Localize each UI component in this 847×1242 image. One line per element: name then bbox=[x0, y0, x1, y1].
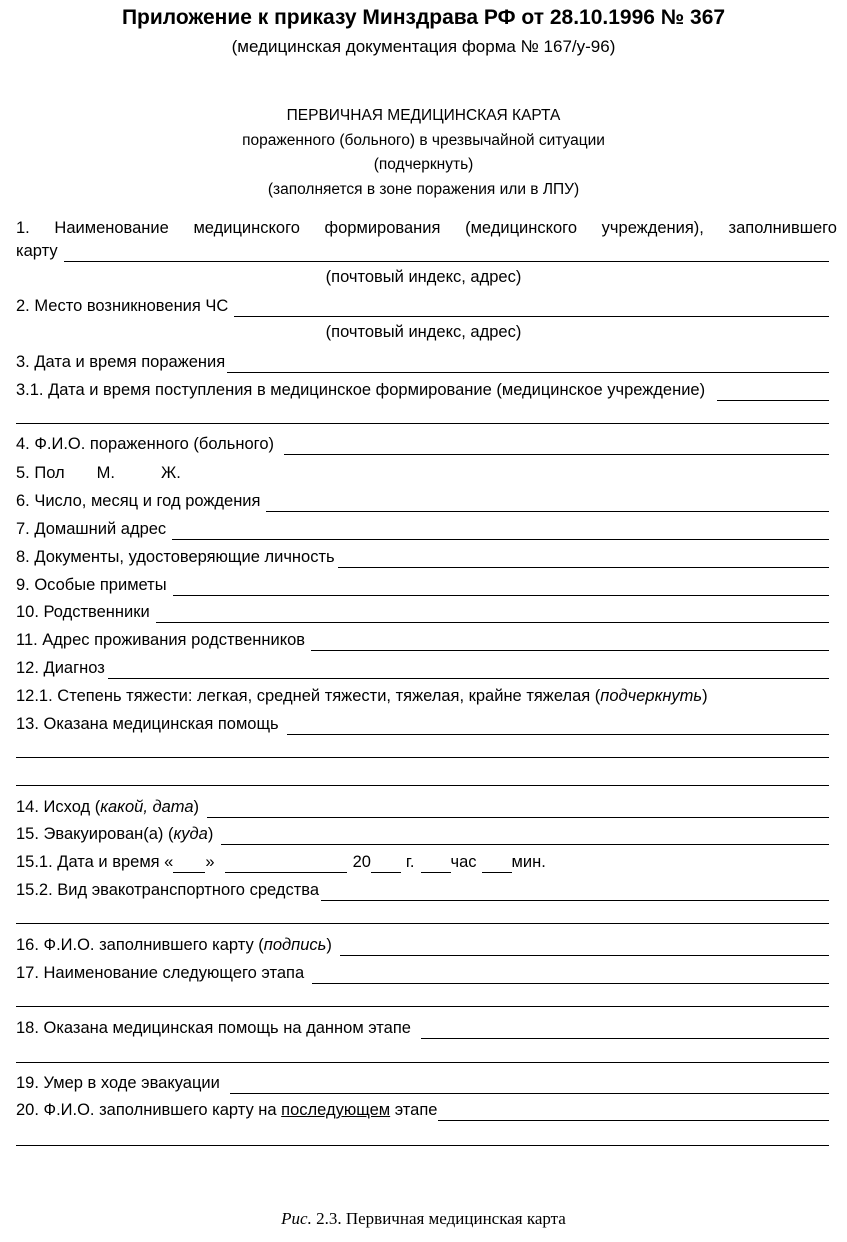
field-19-label: 19. Умер в ходе эвакуации bbox=[16, 1074, 220, 1092]
header-subtitle: (медицинская документация форма № 167/у-96) bbox=[231, 37, 616, 56]
field-20-label-end: этапе bbox=[394, 1101, 438, 1119]
field-12-input-line[interactable] bbox=[108, 660, 829, 679]
field-1-hint: (почтовый индекс, адрес) bbox=[325, 268, 522, 286]
field-6-input-line[interactable] bbox=[266, 493, 829, 512]
field-9-label: 9. Особые приметы bbox=[16, 576, 167, 594]
field-15-label-text: 15. Эвакуирован(а) ( bbox=[16, 825, 174, 843]
severity-label: 12.1. Степень тяжести: легкая, средней тяжести, тяжелая, крайне тяжелая ( bbox=[16, 687, 601, 705]
year-prefix: 20 bbox=[352, 853, 371, 871]
form-title-line2: пораженного (больного) в чрезвычайной ситуации bbox=[242, 132, 605, 149]
field-17-input-line[interactable] bbox=[312, 965, 829, 984]
severity-options bbox=[16, 686, 708, 707]
field-15 bbox=[16, 821, 829, 845]
field-1 bbox=[16, 238, 829, 262]
field-1-label-cont: карту bbox=[16, 242, 58, 260]
month-input-line[interactable] bbox=[225, 854, 347, 873]
field-11-label: 11. Адрес проживания родственников bbox=[16, 631, 306, 649]
field-10 bbox=[16, 599, 829, 623]
field-15-2-input-line[interactable] bbox=[321, 882, 829, 901]
hour-input-line[interactable] bbox=[421, 854, 451, 873]
field-17 bbox=[16, 960, 829, 984]
field-15-close: ) bbox=[207, 825, 214, 843]
field-3 bbox=[16, 349, 829, 373]
field-14-label-text: 14. Исход ( bbox=[16, 798, 101, 816]
field-7-input-line[interactable] bbox=[172, 521, 829, 540]
field-4-label: 4. Ф.И.О. пораженного (больного) bbox=[16, 435, 275, 453]
field-20-label bbox=[16, 1100, 437, 1121]
field-3-input-line[interactable] bbox=[227, 354, 829, 373]
field-17-extra-line[interactable] bbox=[16, 1006, 829, 1007]
field-13-input-line[interactable] bbox=[287, 716, 829, 735]
field-9-input-line[interactable] bbox=[173, 577, 829, 596]
field-20-underlined-word: последующем bbox=[281, 1101, 391, 1119]
field-11 bbox=[16, 627, 829, 651]
field-15-2 bbox=[16, 877, 829, 901]
sex-male-option[interactable]: М. bbox=[96, 464, 115, 482]
year-input-line[interactable] bbox=[371, 854, 401, 873]
field-19 bbox=[16, 1070, 829, 1094]
field-16-label bbox=[16, 935, 332, 956]
severity-close: ) bbox=[702, 687, 708, 705]
field-1-input-line[interactable] bbox=[64, 243, 829, 262]
field-3-1 bbox=[16, 377, 829, 401]
field-3-1-extra-line[interactable] bbox=[16, 423, 829, 424]
field-8 bbox=[16, 544, 829, 568]
field-5 bbox=[16, 460, 829, 484]
form-title: ПЕРВИЧНАЯ МЕДИЦИНСКАЯ КАРТА bbox=[286, 107, 561, 124]
field-16 bbox=[16, 932, 829, 956]
field-17-label: 17. Наименование следующего этапа bbox=[16, 964, 305, 982]
minute-input-line[interactable] bbox=[482, 854, 512, 873]
field-15-note: куда bbox=[173, 825, 208, 843]
day-close-quote: » bbox=[205, 853, 215, 871]
field-10-label: 10. Родственники bbox=[16, 603, 150, 621]
field-18-label: 18. Оказана медицинская помощь на данном этапе bbox=[16, 1019, 411, 1037]
field-5-label: 5. Пол bbox=[16, 464, 65, 482]
field-2-input-line[interactable] bbox=[234, 298, 829, 317]
field-4-input-line[interactable] bbox=[284, 436, 829, 455]
field-14 bbox=[16, 794, 829, 818]
field-13-label: 13. Оказана медицинская помощь bbox=[16, 715, 279, 733]
field-15-input-line[interactable] bbox=[221, 826, 829, 845]
field-15-1 bbox=[16, 849, 829, 873]
field-8-label: 8. Документы, удостоверяющие личность bbox=[16, 548, 335, 566]
field-12 bbox=[16, 655, 829, 679]
field-19-input-line[interactable] bbox=[230, 1075, 829, 1094]
field-10-input-line[interactable] bbox=[156, 604, 829, 623]
field-2-label: 2. Место возникновения ЧС bbox=[16, 297, 229, 315]
form-title-line4: (заполняется в зоне поражения или в ЛПУ) bbox=[267, 181, 580, 198]
field-7-label: 7. Домашний адрес bbox=[16, 520, 167, 538]
field-7 bbox=[16, 516, 829, 540]
field-18-extra-line[interactable] bbox=[16, 1062, 829, 1063]
field-15-label bbox=[16, 824, 213, 845]
field-4 bbox=[16, 431, 829, 455]
field-18-input-line[interactable] bbox=[421, 1020, 829, 1039]
day-input-line[interactable] bbox=[173, 854, 205, 873]
field-16-input-line[interactable] bbox=[340, 937, 829, 956]
field-16-note: подпись bbox=[263, 936, 327, 954]
field-3-label: 3. Дата и время поражения bbox=[16, 353, 226, 371]
field-16-label-text: 16. Ф.И.О. заполнившего карту ( bbox=[16, 936, 264, 954]
caption-text: 2.3. Первичная медицинская карта bbox=[316, 1209, 566, 1228]
field-20-input-line[interactable] bbox=[438, 1102, 829, 1121]
field-3-1-label: 3.1. Дата и время поступления в медицинское формирование (медицинское учреждение) bbox=[16, 381, 706, 399]
field-20-label-text: 20. Ф.И.О. заполнившего карту на bbox=[16, 1101, 277, 1119]
field-15-1-label: 15.1. Дата и время « bbox=[16, 853, 174, 871]
field-14-note: какой, дата bbox=[100, 798, 194, 816]
sex-female-option[interactable]: Ж. bbox=[161, 464, 181, 482]
field-12-label: 12. Диагноз bbox=[16, 659, 105, 677]
field-2 bbox=[16, 293, 829, 317]
header-title: Приложение к приказу Минздрава РФ от 28.10.1996 № 367 bbox=[121, 6, 726, 29]
caption-prefix: Рис. bbox=[281, 1209, 312, 1228]
field-12-1 bbox=[16, 683, 829, 707]
field-3-1-input-line[interactable] bbox=[717, 382, 829, 401]
field-11-input-line[interactable] bbox=[311, 632, 829, 651]
field-14-label bbox=[16, 797, 199, 818]
severity-note: подчеркнуть bbox=[600, 687, 703, 705]
field-13-extra-line-2[interactable] bbox=[16, 785, 829, 786]
field-14-close: ) bbox=[193, 798, 200, 816]
field-16-close: ) bbox=[326, 936, 332, 954]
field-6 bbox=[16, 488, 829, 512]
hour-label: час bbox=[450, 853, 477, 871]
field-6-label: 6. Число, месяц и год рождения bbox=[16, 492, 261, 510]
field-1-label: 1. Наименование медицинского формирования (медицинского учреждения), заполнившего bbox=[16, 219, 837, 237]
field-2-hint: (почтовый индекс, адрес) bbox=[325, 323, 522, 341]
field-13-extra-line-1[interactable] bbox=[16, 757, 829, 758]
figure-caption bbox=[0, 1209, 847, 1229]
minute-label: мин. bbox=[511, 853, 546, 871]
field-13 bbox=[16, 711, 829, 735]
field-15-2-label: 15.2. Вид эвакотранспортного средства bbox=[16, 881, 320, 899]
field-18 bbox=[16, 1015, 829, 1039]
field-15-2-extra-line[interactable] bbox=[16, 923, 829, 924]
form-title-line3: (подчеркнуть) bbox=[373, 156, 474, 173]
field-20-extra-line[interactable] bbox=[16, 1145, 829, 1146]
field-9 bbox=[16, 572, 829, 596]
field-20 bbox=[16, 1097, 829, 1121]
field-14-input-line[interactable] bbox=[207, 799, 829, 818]
year-suffix: г. bbox=[405, 853, 415, 871]
field-8-input-line[interactable] bbox=[338, 549, 829, 568]
